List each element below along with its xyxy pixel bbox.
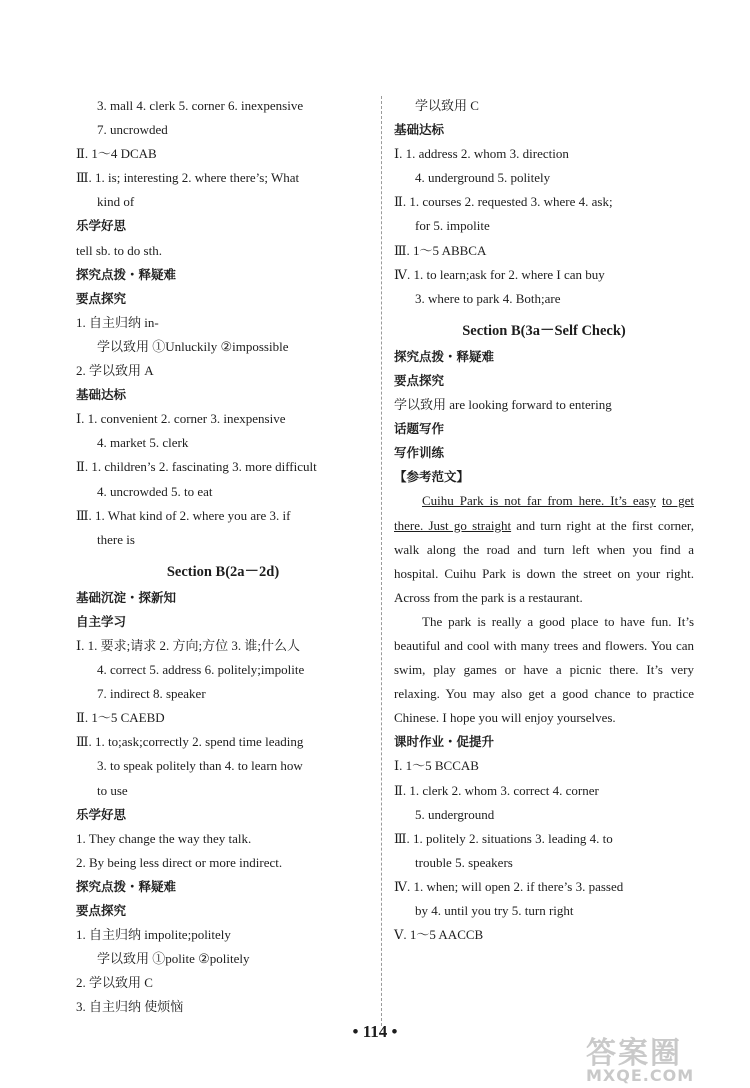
answer-line: to use [97, 782, 128, 798]
section-heading: 基础沉淀・探新知 [76, 589, 177, 605]
answer-line: 2. By being less direct or more indirect. [76, 854, 283, 870]
underlined-text: to get there. Just go straight [394, 493, 694, 533]
answer-line: Ⅲ. 1. politely 2. situations 3. leading 4. to [394, 830, 613, 846]
section-heading: 要点探究 [76, 903, 127, 918]
answer-line: Ⅲ. 1. to;ask;correctly 2. spend time leading [76, 734, 304, 750]
column-divider [381, 96, 382, 1026]
answer-line: trouble 5. speakers [415, 854, 513, 870]
answer-line: 学以致用 ①polite ②politely [97, 951, 250, 967]
answer-line: 2. 学以致用 C [76, 975, 153, 991]
answer-line: 4. market 5. clerk [97, 435, 189, 451]
answer-line: Ⅲ. 1. is; interesting 2. where there’s; What [76, 170, 300, 186]
essay-paragraph-1 [394, 489, 694, 609]
section-heading: 探究点拨・释疑难 [394, 348, 495, 364]
answer-line: for 5. impolite [415, 218, 490, 234]
answer-line: Ⅲ. 1. What kind of 2. where you are 3. if [76, 507, 291, 523]
answer-line: 学以致用 are looking forward to entering [394, 397, 612, 413]
sample-essay [394, 489, 694, 730]
answer-line: Ⅱ. 1. clerk 2. whom 3. correct 4. corner [394, 782, 599, 798]
answer-line: Ⅱ. 1. children’s 2. fascinating 3. more difficult [76, 459, 317, 475]
watermark-logo [586, 1028, 736, 1085]
page-number: • 114 • [352, 1022, 398, 1041]
answer-line: 1. They change the way they talk. [76, 830, 252, 846]
answer-line: Ⅰ. 1. 要求;请求 2. 方向;方位 3. 谁;什么人 [76, 637, 300, 653]
answer-line: 3. to speak politely than 4. to learn how [97, 758, 303, 774]
answer-line: 3. 自主归纳 使烦恼 [76, 999, 184, 1015]
answer-line: Ⅰ. 1～5 BCCAB [394, 758, 479, 774]
answer-line: 4. underground 5. politely [415, 170, 551, 186]
section-heading: 乐学好思 [76, 218, 127, 234]
answer-line: Ⅰ. 1. address 2. whom 3. direction [394, 146, 569, 162]
answer-line: Ⅲ. 1～5 ABBCA [394, 242, 487, 258]
answer-line: 4. correct 5. address 6. politely;impolite [97, 662, 305, 678]
answer-line: 4. uncrowded 5. to eat [97, 483, 213, 499]
answer-line: 1. 自主归纳 in- [76, 314, 159, 330]
answer-line: 1. 自主归纳 impolite;politely [76, 927, 231, 943]
section-heading: 探究点拨・释疑难 [76, 266, 177, 282]
answer-line: 7. uncrowded [97, 122, 168, 138]
answer-line: 7. indirect 8. speaker [97, 686, 206, 702]
underlined-text: Cuihu Park is not far from here. It’s easy [422, 493, 656, 509]
answer-line: there is [97, 531, 135, 547]
section-heading: 探究点拨・释疑难 [76, 878, 177, 894]
essay-text: and turn right at the first corner, walk along the road and turn left when you find a hospital. Cuihu Park is down the street on your right. Across from the park is a restaurant. [394, 517, 694, 605]
answer-line: Ⅳ. 1. to learn;ask for 2. where I can buy [394, 266, 605, 282]
section-heading: 基础达标 [394, 122, 445, 138]
answer-line: Ⅰ. 1. convenient 2. corner 3. inexpensive [76, 411, 286, 427]
answer-line: 学以致用 ①Unluckily ②impossible [97, 338, 289, 354]
answer-line: 2. 学以致用 A [76, 363, 154, 379]
answer-line: 3. mall 4. clerk 5. corner 6. inexpensive [97, 98, 304, 113]
watermark-url: MXQE.COM [586, 1066, 695, 1085]
left-column [76, 94, 370, 1019]
answer-line: by 4. until you try 5. turn right [415, 903, 574, 918]
section-heading: 课时作业・促提升 [394, 734, 495, 750]
section-heading: 话题写作 [394, 421, 445, 437]
section-heading: 要点探究 [394, 372, 445, 388]
answer-line: Ⅱ. 1～5 CAEBD [76, 710, 165, 726]
watermark-text: 答案圈 [586, 1036, 682, 1071]
section-heading: 基础达标 [76, 387, 127, 403]
answer-line: Ⅴ. 1～5 AACCB [394, 927, 484, 943]
answer-line: Ⅳ. 1. when; will open 2. if there’s 3. passed [394, 878, 624, 894]
right-column [394, 94, 694, 947]
section-heading: 自主学习 [76, 613, 127, 629]
section-title: Section B(2a－2d) [166, 563, 280, 580]
section-title: Section B(3a－Self Check) [462, 322, 626, 339]
section-heading: 写作训练 [394, 445, 445, 461]
answer-line: Ⅱ. 1. courses 2. requested 3. where 4. ask; [394, 194, 613, 210]
section-heading: 要点探究 [76, 290, 127, 306]
section-heading: 乐学好思 [76, 806, 127, 822]
answer-line: 3. where to park 4. Both;are [415, 290, 561, 306]
section-heading: 【参考范文】 [394, 469, 470, 485]
answer-line: kind of [97, 194, 135, 210]
essay-paragraph-2: The park is really a good place to have fun. It’s beautiful and cool with many trees and flowers. You can swim, play games or have a picnic there. It’s very relaxing. You may also get a good chance to practice Chinese. I hope you will enjoy yourselves. [394, 613, 694, 726]
answer-line: 5. underground [415, 806, 495, 822]
answer-line: tell sb. to do sth. [76, 242, 162, 258]
answer-line: 学以致用 C [415, 98, 479, 113]
answer-line: Ⅱ. 1～4 DCAB [76, 146, 157, 162]
